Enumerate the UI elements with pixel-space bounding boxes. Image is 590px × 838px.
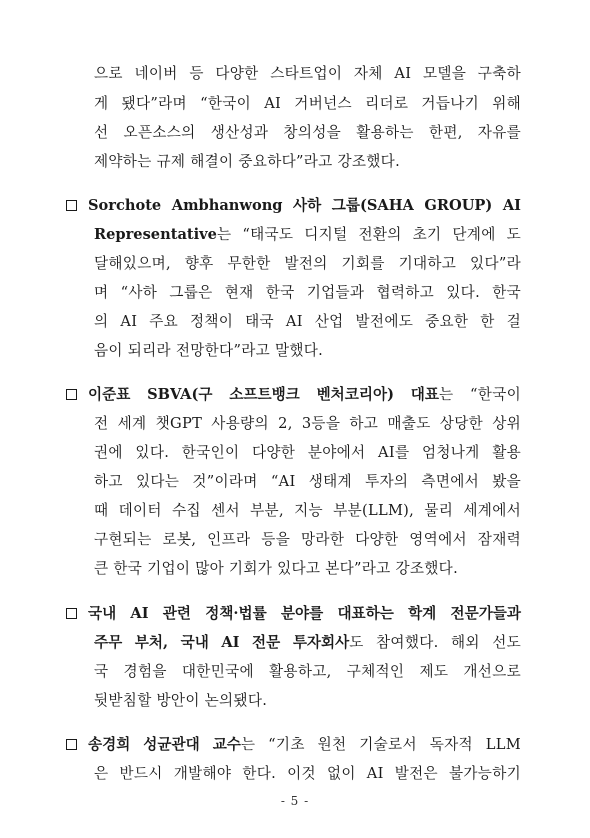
speaker-name: 국내 AI 관련 정책·법률 분야를 대표하는 학계 전문가들과 [88, 605, 521, 622]
paragraph-text: 는 “한국이 [438, 386, 521, 403]
paragraph-line: 제약하는 규제 해결이 중요하다”라고 강조했다. [94, 153, 401, 170]
paragraph-line [94, 225, 521, 245]
speaker-name: Sorchote Ambhanwong 사하 그룹(SAHA GROUP) AI [88, 197, 521, 214]
paragraph-line: 게 됐다”라며 “한국이 AI 거버넌스 리더로 거듭나기 위해 [94, 95, 521, 112]
checkbox-bullet-icon [66, 608, 77, 619]
paragraph-text: 는 “태국도 디지털 전환의 초기 단계에 도 [216, 226, 521, 243]
paragraph-line: 하고 있다는 것”이라며 “AI 생태계 투자의 측면에서 봤을 [94, 473, 521, 490]
paragraph-line: 며 “사하 그룹은 현재 한국 기업들과 협력하고 있다. 한국 [94, 284, 521, 301]
paragraph-line: 때 데이터 수집 센서 부분, 지능 부분(LLM), 물리 세계에서 [94, 502, 521, 519]
paragraph-line: 음이 되리라 전망한다”라고 말했다. [94, 342, 324, 359]
paragraph-line: 전 세계 챗GPT 사용량의 2, 3등을 하고 매출도 상당한 상위 [94, 415, 521, 432]
paragraph-line: 은 반드시 개발해야 한다. 이것 없이 AI 발전은 불가능하기 [94, 765, 521, 782]
paragraph-line: 뒷받침할 방안이 논의됐다. [94, 692, 268, 709]
speaker-name: 이준표 SBVA(구 소프트뱅크 벤처코리아) 대표 [88, 386, 439, 403]
bullet-first-line [66, 385, 521, 405]
paragraph-line: 큰 한국 기업이 많아 기회가 있다고 본다”라고 강조했다. [94, 560, 459, 577]
speaker-name-cont: Representative [94, 226, 217, 243]
checkbox-bullet-icon [66, 739, 77, 750]
bullet-first-line [66, 604, 521, 624]
paragraph-line: 국 경험을 대한민국에 활용하고, 구체적인 제도 개선으로 [94, 663, 521, 680]
bullet-first-line [66, 735, 521, 755]
bullet-first-line [66, 196, 521, 216]
paragraph-text: 는 “기초 원천 기술로서 독자적 LLM [240, 736, 522, 753]
checkbox-bullet-icon [66, 200, 77, 211]
paragraph-line [94, 633, 521, 653]
speaker-name-cont: 주무 부처, 국내 AI 전문 투자회사 [94, 634, 350, 651]
speaker-name: 송경희 성균관대 교수 [88, 736, 241, 753]
paragraph-line: 으로 네이버 등 다양한 스타트업이 자체 AI 모델을 구축하 [94, 65, 521, 82]
page-number: - 5 - [280, 794, 310, 808]
paragraph-line: 달해있으며, 향후 무한한 발전의 기회를 기대하고 있다”라 [94, 255, 521, 272]
paragraph-text: 도 참여했다. 해외 선도 [349, 634, 521, 651]
paragraph-line: 의 AI 주요 정책이 태국 AI 산업 발전에도 중요한 한 걸 [94, 313, 521, 330]
checkbox-bullet-icon [66, 389, 77, 400]
paragraph-line: 선 오픈소스의 생산성과 창의성을 활용하는 한편, 자유를 [94, 124, 521, 141]
paragraph-line: 권에 있다. 한국인이 다양한 분야에서 AI를 엄청나게 활용 [94, 444, 521, 461]
paragraph-line: 구현되는 로봇, 인프라 등을 망라한 다양한 영역에서 잠재력 [94, 531, 521, 548]
